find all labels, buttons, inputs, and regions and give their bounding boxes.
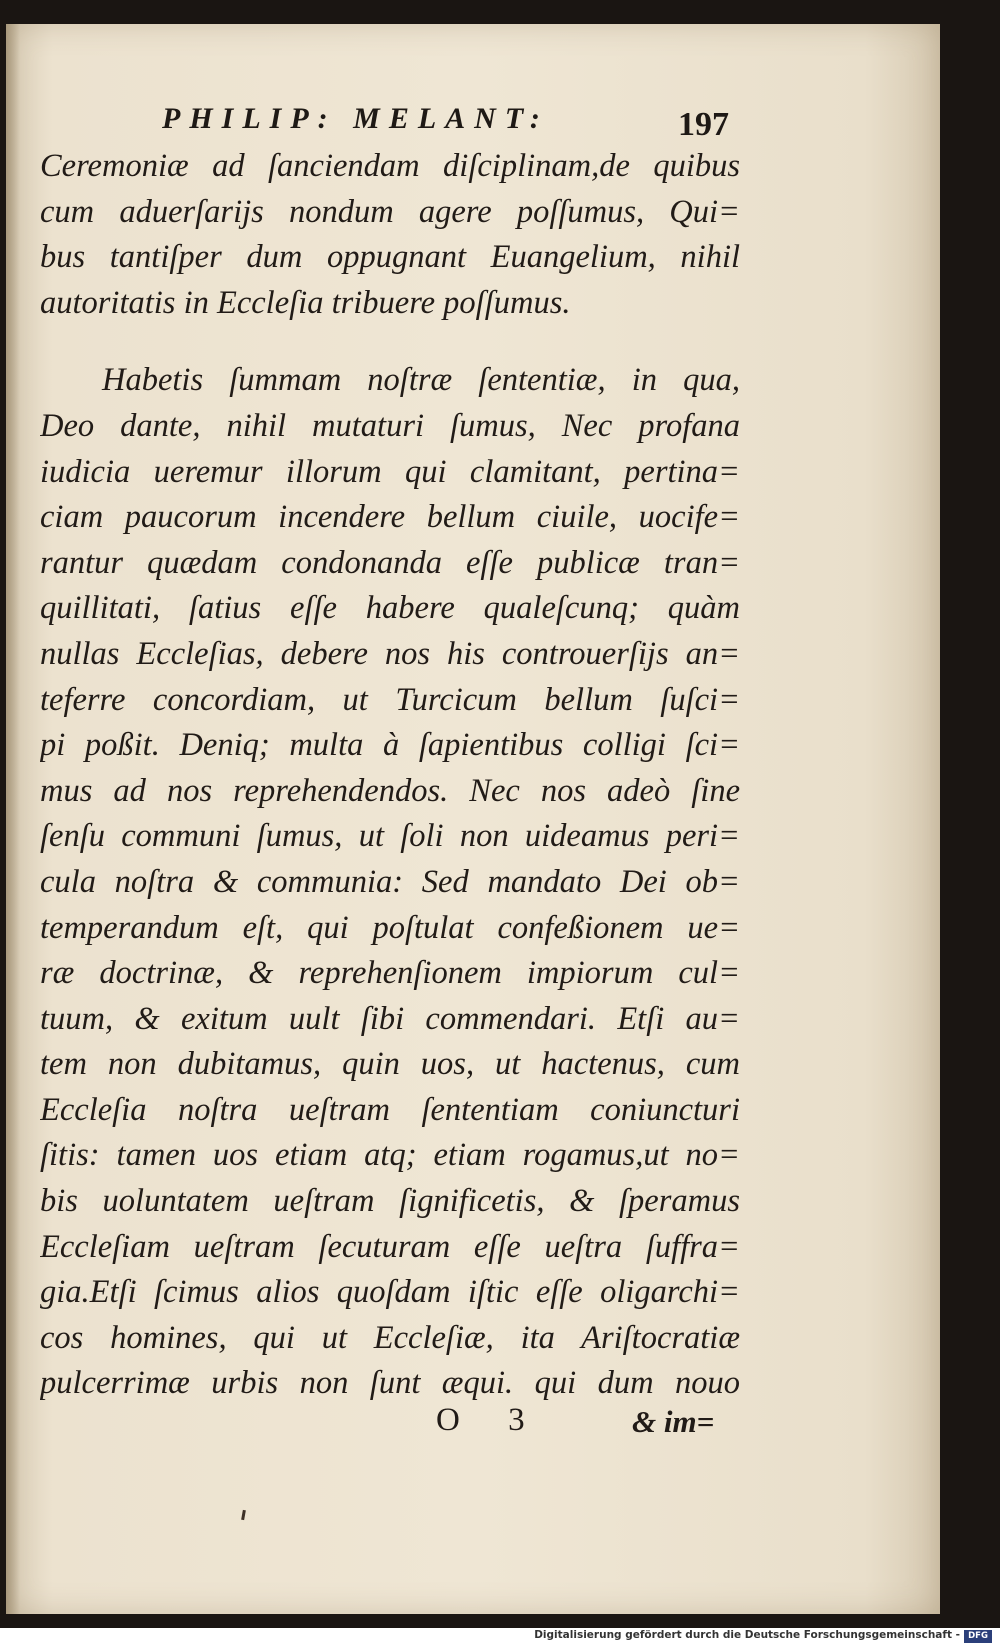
body-text	[40, 144, 740, 1407]
text-line: rantur quædam condonanda eſſe publicæ tran=	[40, 544, 740, 581]
book-page	[6, 24, 940, 1614]
text-line: ſitis: tamen uos etiam atq; etiam rogamus,ut no=	[40, 1137, 740, 1174]
text-line: cos homines, qui ut Eccleſiæ, ita Ariſtocratiæ	[40, 1319, 740, 1356]
text-line: iudicia ueremur illorum qui clamitant, pertina=	[40, 453, 740, 490]
text-line: nullas Eccleſias, debere nos his controuerſijs an=	[40, 635, 740, 672]
text-line: Deo dante, nihil mutaturi ſumus, Nec profana	[40, 407, 740, 444]
text-line: Ceremoniæ ad ſanciendam diſciplinam,de quibus	[40, 148, 740, 184]
ink-speck	[241, 1510, 246, 1520]
text-line: bis uoluntatem ueſtram ſignificetis, & ſperamus	[40, 1183, 740, 1220]
text-line: ræ doctrinæ, & reprehenſionem impiorum cul=	[40, 955, 740, 992]
text-line: mus ad nos reprehendendos. Nec nos adeò ſine	[40, 772, 740, 809]
text-line: tem non dubitamus, quin uos, ut hactenus, cum	[40, 1046, 740, 1083]
text-line: ciam paucorum incendere bellum ciuile, uocife=	[40, 499, 740, 536]
paragraph	[40, 358, 740, 1407]
text-line: pulcerrimæ urbis non ſunt æqui. qui dum nouo	[40, 1365, 740, 1402]
catchword: & im=	[632, 1404, 715, 1439]
text-line: Habetis ſummam noſtræ ſententiæ, in qua,	[102, 362, 740, 399]
signature-mark: O 3	[436, 1402, 525, 1438]
digitization-credit: Digitalisierung gefördert durch die Deutsche Forschungsgemeinschaft -	[534, 1629, 960, 1641]
text-line: ſenſu communi ſumus, ut ſoli non uideamus peri=	[40, 818, 740, 855]
text-line: Eccleſia noſtra ueſtram ſententiam coniuncturi	[40, 1091, 740, 1128]
text-line: Eccleſiam ueſtram ſecuturam eſſe ueſtra ſuffra=	[40, 1228, 740, 1265]
text-line: tuum, & exitum uult ſibi commendari. Etſi au=	[40, 1000, 740, 1037]
text-line: cula noſtra & communia: Sed mandato Dei ob=	[40, 863, 740, 900]
text-line: cum aduerſarijs nondum agere poſſumus, Qui=	[40, 193, 740, 230]
running-head: PHILIP: MELANT:	[162, 102, 549, 135]
text-line: temperandum eſt, qui poſtulat confeßionem ue=	[40, 909, 740, 946]
text-line: pi poßit. Deniq; multa à ſapientibus colligi ſci=	[40, 727, 740, 764]
page-number: 197	[678, 106, 729, 143]
paragraph	[40, 144, 740, 326]
text-line: gia.Etſi ſcimus alios quoſdam iſtic eſſe oligarchi=	[40, 1274, 740, 1311]
dfg-logo: DFG	[964, 1630, 992, 1643]
text-line: bus tantiſper dum oppugnant Euangelium, nihil	[40, 239, 740, 276]
text-line: autoritatis in Eccleſia tribuere poſſumus.	[40, 284, 571, 321]
text-line: teferre concordiam, ut Turcicum bellum ſuſci=	[40, 681, 740, 718]
paragraph-gap	[40, 326, 740, 358]
text-line: quillitati, ſatius eſſe habere qualeſcunq; quàm	[40, 590, 740, 627]
